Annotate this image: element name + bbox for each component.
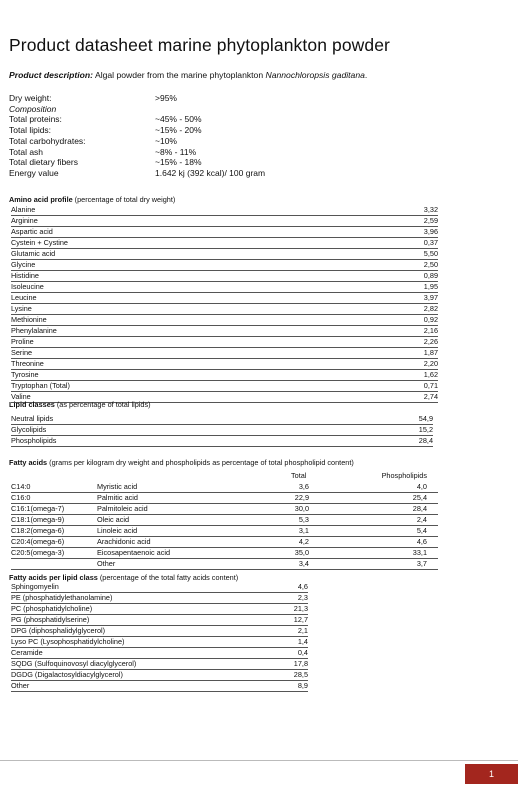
table-row: [11, 681, 308, 692]
row-label: Lysine: [11, 304, 32, 313]
amino-acid-table: [11, 205, 438, 403]
description-label: Product description:: [9, 70, 94, 80]
row-value: 2,50: [423, 260, 438, 269]
table-row: [11, 559, 438, 570]
fatty-phospholipids: 4,6: [416, 537, 427, 546]
fatty-acids-header: [11, 471, 438, 481]
row-label: Serine: [11, 348, 33, 357]
spec-label: Total carbohydrates:: [9, 135, 86, 146]
row-label: Methionine: [11, 315, 47, 324]
lipid-classes-table: [11, 414, 433, 447]
row-value: 21,3: [293, 604, 308, 613]
fatty-total: 4,2: [298, 537, 309, 546]
row-value: 2,3: [297, 593, 308, 602]
row-label: SQDG (Sulfoquinovosyl diacylglycerol): [11, 659, 137, 668]
row-label: Arginine: [11, 216, 38, 225]
spec-label: Dry weight:: [9, 93, 52, 103]
spec-row: [9, 147, 265, 158]
table-row: [11, 348, 438, 359]
description-end: .: [364, 70, 368, 80]
table-row: [11, 326, 438, 337]
col-phospholipids: Phospholipids: [381, 471, 427, 480]
fatty-acids-table: [11, 482, 438, 570]
table-row: [11, 238, 438, 249]
table-row: [11, 670, 308, 681]
fatty-class-title-bold: Fatty acids per lipid class: [9, 573, 98, 582]
fatty-total: 5,3: [298, 515, 309, 524]
fatty-phospholipids: 5,4: [416, 526, 427, 535]
row-value: 2,26: [423, 337, 438, 346]
row-value: 2,59: [423, 216, 438, 225]
table-row: [11, 304, 438, 315]
row-label: Valine: [11, 392, 31, 401]
row-value: 28,5: [293, 670, 308, 679]
fatty-phospholipids: 28,4: [412, 504, 427, 513]
fatty-total: 3,6: [298, 482, 309, 491]
spec-row: [9, 168, 265, 179]
fatty-name: Palmitoleic acid: [97, 504, 148, 513]
table-row: [11, 249, 438, 260]
table-row: [11, 615, 308, 626]
lipid-title-bold: Lipid classes: [9, 400, 55, 409]
fatty-subtitle: (grams per kilogram dry weight and phospholipids as percentage of total phospholipid content): [47, 458, 354, 467]
fatty-total: 35,0: [294, 548, 309, 557]
fatty-code: C16:1(omega-7): [11, 504, 65, 513]
description-species: Nannochloropsis gaditana: [265, 70, 365, 80]
fatty-acids-title: [9, 458, 354, 467]
row-value: 0,92: [423, 315, 438, 324]
row-value: 12,7: [293, 615, 308, 624]
spec-value: ~15% - 20%: [155, 125, 202, 136]
row-label: Glutamic acid: [11, 249, 56, 258]
row-label: DGDG (Digalactosyldiacylglycerol): [11, 670, 123, 679]
page-number: 1: [465, 764, 518, 784]
row-value: 0,71: [423, 381, 438, 390]
table-row: [11, 205, 438, 216]
table-row: [11, 659, 308, 670]
spec-row: [9, 104, 265, 115]
fatty-name: Arachidonic acid: [97, 537, 151, 546]
table-row: [11, 582, 308, 593]
row-value: 54,9: [418, 414, 433, 423]
lipid-classes-title: [9, 400, 151, 409]
amino-subtitle: (percentage of total dry weight): [72, 195, 176, 204]
table-row: [11, 504, 438, 515]
spec-row: [9, 125, 265, 136]
row-value: 3,32: [423, 205, 438, 214]
table-row: [11, 637, 308, 648]
fatty-code: C20:4(omega-6): [11, 537, 65, 546]
spec-label: Total lipids:: [9, 125, 52, 136]
row-value: 1,4: [297, 637, 308, 646]
table-row: [11, 482, 438, 493]
row-value: 2,82: [423, 304, 438, 313]
spec-value: ~15% - 18%: [155, 157, 202, 168]
row-label: DPG (diphosphalidylglycerol): [11, 626, 106, 635]
row-label: PC (phosphatidylcholine): [11, 604, 93, 613]
row-label: Other: [11, 681, 30, 690]
row-label: Glycine: [11, 260, 36, 269]
fatty-class-table: [11, 582, 308, 692]
row-label: Tryptophan (Total): [11, 381, 70, 390]
fatty-total: 22,9: [294, 493, 309, 502]
table-row: [11, 359, 438, 370]
fatty-phospholipids: 33,1: [412, 548, 427, 557]
fatty-name: Myristic acid: [97, 482, 138, 491]
table-row: [11, 414, 433, 425]
fatty-code: C14:0: [11, 482, 31, 491]
table-row: [11, 526, 438, 537]
spec-value: 1.642 kj (392 kcal)/ 100 gram: [155, 167, 266, 178]
row-label: Isoleucine: [11, 282, 44, 291]
row-value: 4,6: [297, 582, 308, 591]
row-value: 3,97: [423, 293, 438, 302]
spec-row: [9, 136, 265, 147]
row-value: 5,50: [423, 249, 438, 258]
row-value: 0,4: [297, 648, 308, 657]
lipid-subtitle: (as percentage of total lipids): [54, 400, 151, 409]
spec-value: >95%: [155, 93, 177, 103]
table-row: [11, 381, 438, 392]
row-value: 8,9: [297, 681, 308, 690]
spec-label: Total ash: [9, 146, 44, 157]
col-total: Total: [291, 471, 307, 480]
row-label: PE (phosphatidylethanolamine): [11, 593, 113, 602]
fatty-code: C20:5(omega-3): [11, 548, 65, 557]
table-row: [11, 537, 438, 548]
fatty-name: Palmitic acid: [97, 493, 138, 502]
row-value: 1,87: [423, 348, 438, 357]
row-label: Aspartic acid: [11, 227, 53, 236]
row-label: Tyrosine: [11, 370, 39, 379]
footer-divider: [0, 760, 518, 761]
fatty-total: 3,1: [298, 526, 309, 535]
row-value: 2,1: [297, 626, 308, 635]
row-value: 3,96: [423, 227, 438, 236]
row-label: Phenylalanine: [11, 326, 57, 335]
row-value: 1,62: [423, 370, 438, 379]
table-row: [11, 370, 438, 381]
fatty-name: Eicosapentaenoic acid: [97, 548, 171, 557]
spec-value: ~10%: [155, 135, 177, 146]
fatty-code: C18:1(omega-9): [11, 515, 65, 524]
row-label: Lyso PC (Lysophosphatidylcholine): [11, 637, 125, 646]
table-row: [11, 425, 433, 436]
table-row: [11, 548, 438, 559]
fatty-name: Other: [97, 559, 116, 568]
table-row: [11, 593, 308, 604]
table-row: [11, 604, 308, 615]
table-row: [11, 271, 438, 282]
table-row: [11, 493, 438, 504]
row-label: PG (phosphatidylserine): [11, 615, 90, 624]
spec-row: [9, 157, 265, 168]
row-label: Ceramide: [11, 648, 43, 657]
fatty-name: Oleic acid: [97, 515, 130, 524]
spec-value: ~45% - 50%: [155, 114, 202, 125]
row-value: 0,89: [423, 271, 438, 280]
table-row: [11, 337, 438, 348]
row-label: Alanine: [11, 205, 36, 214]
table-row: [11, 227, 438, 238]
page-title: Product datasheet marine phytoplankton powder: [9, 35, 390, 55]
row-value: 1,95: [423, 282, 438, 291]
fatty-phospholipids: 4,0: [416, 482, 427, 491]
table-row: [11, 260, 438, 271]
row-value: 28,4: [418, 436, 433, 445]
fatty-total: 30,0: [294, 504, 309, 513]
table-row: [11, 293, 438, 304]
table-row: [11, 315, 438, 326]
table-row: [11, 282, 438, 293]
spec-label: Composition: [9, 103, 57, 114]
row-value: 2,20: [423, 359, 438, 368]
product-description: [9, 70, 367, 80]
row-label: Proline: [11, 337, 34, 346]
spec-row: [9, 114, 265, 125]
spec-label: Total dietary fibers: [9, 157, 78, 168]
row-label: Neutral lipids: [11, 414, 54, 423]
fatty-phospholipids: 25,4: [412, 493, 427, 502]
spec-label: Energy value: [9, 167, 59, 178]
row-label: Sphingomyelin: [11, 582, 59, 591]
row-value: 15,2: [418, 425, 433, 434]
spec-value: ~8% - 11%: [155, 146, 197, 157]
fatty-code: C18:2(omega-6): [11, 526, 65, 535]
fatty-title-bold: Fatty acids: [9, 458, 48, 467]
row-label: Phospholipids: [11, 436, 57, 445]
table-row: [11, 515, 438, 526]
table-row: [11, 626, 308, 637]
row-label: Threonine: [11, 359, 44, 368]
row-label: Histidine: [11, 271, 39, 280]
row-value: 0,37: [423, 238, 438, 247]
spec-list: [9, 93, 265, 179]
amino-title-bold: Amino acid profile: [9, 195, 73, 204]
row-value: 17,8: [293, 659, 308, 668]
row-value: 2,16: [423, 326, 438, 335]
fatty-class-subtitle: (percentage of the total fatty acids content): [97, 573, 239, 582]
spec-row: [9, 93, 265, 104]
fatty-code: C16:0: [11, 493, 31, 502]
fatty-name: Linoleic acid: [97, 526, 138, 535]
table-row: [11, 648, 308, 659]
fatty-phospholipids: 2,4: [416, 515, 427, 524]
spec-label: Total proteins:: [9, 114, 62, 125]
fatty-total: 3,4: [298, 559, 309, 568]
fatty-phospholipids: 3,7: [416, 559, 427, 568]
row-label: Glycolipids: [11, 425, 47, 434]
description-text: Algal powder from the marine phytoplankton: [93, 70, 266, 80]
amino-acid-title: [9, 195, 175, 204]
table-row: [11, 216, 438, 227]
row-value: 2,74: [423, 392, 438, 401]
row-label: Leucine: [11, 293, 37, 302]
row-label: Cystein + Cystine: [11, 238, 68, 247]
table-row: [11, 436, 433, 447]
fatty-class-title: [9, 573, 238, 582]
